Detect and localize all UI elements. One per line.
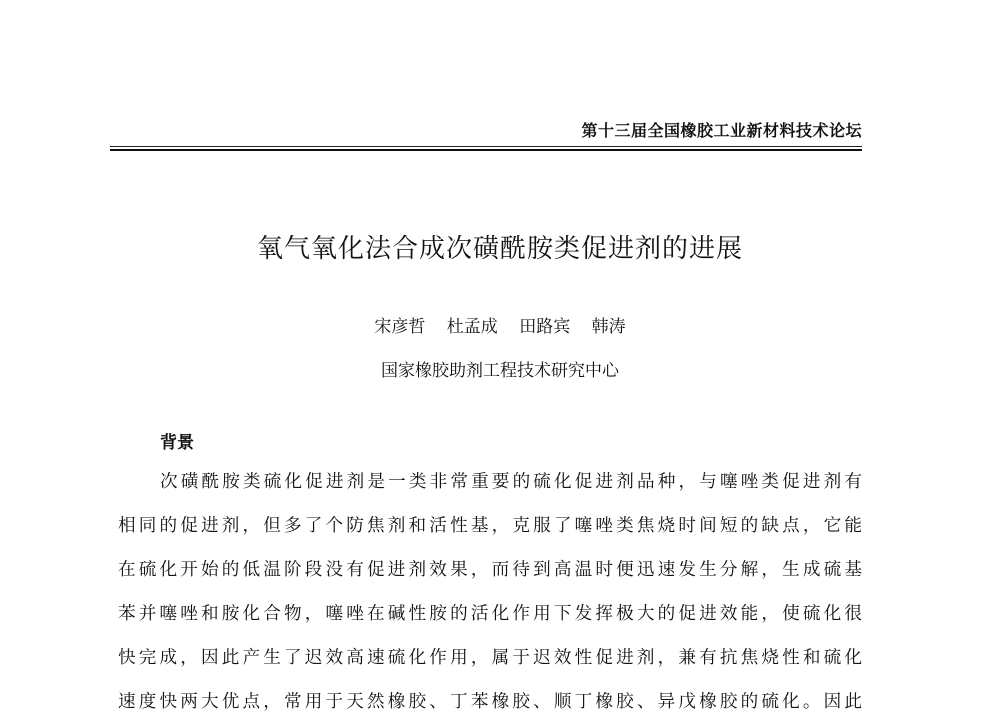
header-rule-thick (110, 149, 862, 151)
body-line: 在硫化开始的低温阶段没有促进剂效果，而待到高温时便迅速发生分解，生成硫基 (118, 560, 862, 580)
body-line: 次磺酰胺类硫化促进剂是一类非常重要的硫化促进剂品种，与噻唑类促进剂有 (160, 472, 862, 492)
author-name: 宋彦哲 (374, 317, 426, 337)
body-line: 速度快两大优点，常用于天然橡胶、丁苯橡胶、顺丁橡胶、异戊橡胶的硫化。因此 (118, 692, 862, 712)
author-list (0, 312, 1000, 337)
running-header: 第十三届全国橡胶工业新材料技术论坛 (581, 121, 862, 140)
affiliation: 国家橡胶助剂工程技术研究中心 (381, 361, 619, 381)
body-line: 苯并噻唑和胺化合物，噻唑在碱性胺的活化作用下发挥极大的促进效能，使硫化很 (118, 604, 862, 624)
paper-title: 氧气氧化法合成次磺酰胺类促进剂的进展 (256, 234, 743, 264)
author-name: 杜孟成 (446, 317, 498, 337)
author-name: 韩涛 (591, 317, 626, 337)
body-line: 相同的促进剂，但多了个防焦剂和活性基，克服了噻唑类焦烧时间短的缺点，它能 (118, 516, 862, 536)
section-heading: 背景 (160, 433, 194, 453)
body-line: 快完成，因此产生了迟效高速硫化作用，属于迟效性促进剂，兼有抗焦烧性和硫化 (118, 648, 862, 668)
header-rule (110, 146, 862, 147)
author-name: 田路宾 (519, 317, 571, 337)
